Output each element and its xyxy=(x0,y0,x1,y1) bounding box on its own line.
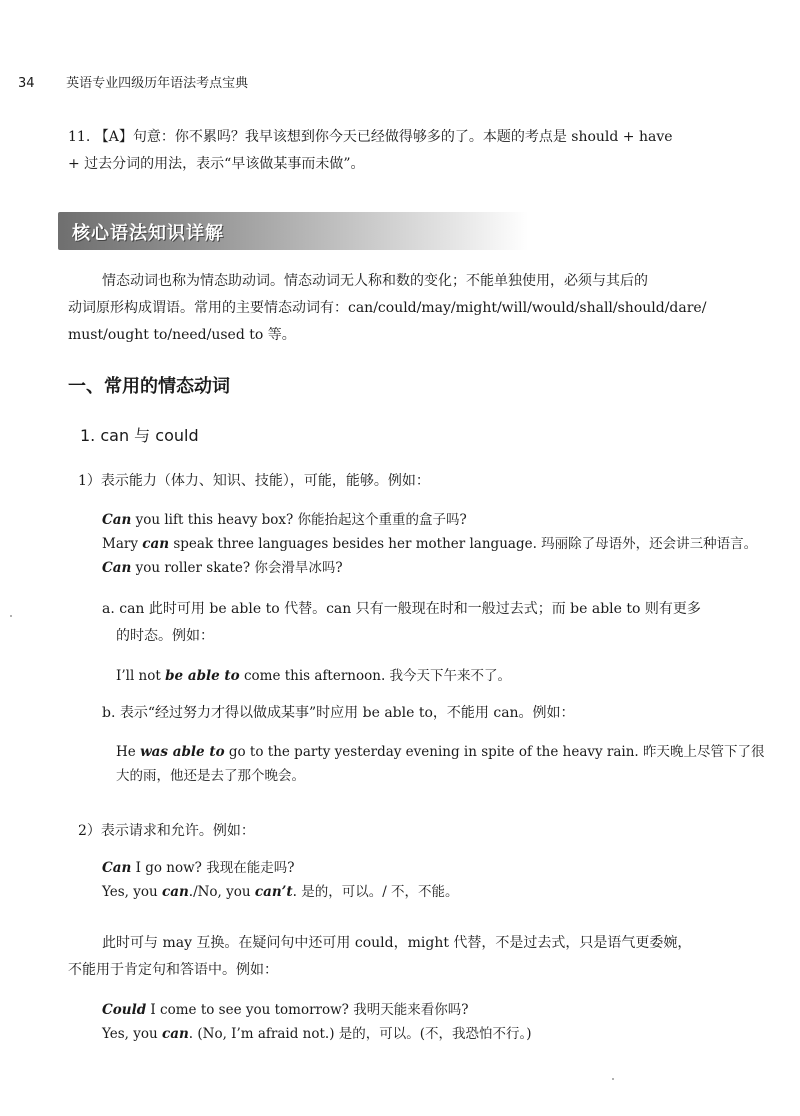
example-text: Mary xyxy=(102,536,143,552)
section-heading: 一、常用的情态动词 xyxy=(68,376,230,397)
example-line xyxy=(102,532,757,556)
answer-line-1: 11. 【A】句意：你不累吗？我早该想到你今天已经做得够多的了。本题的考点是 should + have xyxy=(68,129,673,145)
keyword: was able to xyxy=(140,744,225,760)
example-line xyxy=(102,508,757,532)
note-line-2: 不能用于肯定句和答语中。例如： xyxy=(68,962,278,978)
point-2-note xyxy=(68,930,768,984)
keyword: Can xyxy=(102,560,132,576)
point-1a-example xyxy=(116,664,511,688)
example-text: I’ll not xyxy=(116,668,166,684)
point-1a xyxy=(102,596,701,650)
answer-explanation xyxy=(68,124,673,178)
note-line-1: 此时可与 may 互换。在疑问句中还可用 could，might 代替，不是过去式，只是语气更委婉， xyxy=(102,935,692,951)
point-2-more-examples xyxy=(102,998,532,1046)
keyword: can’t xyxy=(254,884,293,900)
example-text: you lift this heavy box? 你能抬起这个重重的盒子吗? xyxy=(131,512,467,528)
book-title: 英语专业四级历年语法考点宝典 xyxy=(66,76,249,91)
example-text: go to the party yesterday evening in spite of the heavy rain. 昨天晚上尽管下了很 xyxy=(224,744,765,760)
page-number: 34 xyxy=(18,76,35,91)
example-text: you roller skate? 你会滑旱冰吗? xyxy=(131,560,343,576)
example-line xyxy=(102,556,757,580)
point-1b-example xyxy=(116,740,765,788)
point-1-heading: 1）表示能力（体力、知识、技能），可能，能够。例如： xyxy=(78,473,430,489)
example-text: . 是的，可以。/ 不，不能。 xyxy=(292,884,459,900)
keyword: be able to xyxy=(165,668,240,684)
point-1a-line-1: a. can 此时可用 be able to 代替。can 只有一般现在时和一般过去式；而 be able to 则有更多 xyxy=(102,601,701,617)
example-text: ./No, you xyxy=(188,884,255,900)
intro-line-3: must/ought to/need/used to 等。 xyxy=(68,327,296,343)
keyword: Could xyxy=(102,1002,147,1018)
example-line xyxy=(116,740,765,764)
point-2-heading: 2）表示请求和允许。例如： xyxy=(78,823,255,839)
example-text: . (No, I’m afraid not.) 是的，可以。(不，我恐怕不行。) xyxy=(188,1026,532,1042)
example-text: speak three languages besides her mother language. 玛丽除了母语外，还会讲三种语言。 xyxy=(169,536,758,552)
scan-speck xyxy=(612,1078,614,1080)
example-text: Yes, you xyxy=(102,884,162,900)
keyword: can xyxy=(161,1026,189,1042)
intro-line-1: 情态动词也称为情态助动词。情态动词无人称和数的变化；不能单独使用，必须与其后的 xyxy=(102,273,648,289)
example-text: come this afternoon. 我今天下午来不了。 xyxy=(239,668,512,684)
example-line: 大的雨，他还是去了那个晚会。 xyxy=(116,768,305,784)
example-text: I come to see you tomorrow? 我明天能来看你吗? xyxy=(146,1002,469,1018)
example-text: Yes, you xyxy=(102,1026,162,1042)
scan-speck xyxy=(10,615,12,617)
answer-line-2: + 过去分词的用法，表示“早该做某事而未做”。 xyxy=(68,156,365,172)
example-line xyxy=(102,1022,532,1046)
example-line xyxy=(102,856,459,880)
keyword: can xyxy=(161,884,189,900)
keyword: can xyxy=(142,536,170,552)
example-line xyxy=(102,880,459,904)
banner-title: 核心语法知识详解 xyxy=(72,223,224,244)
subsection-heading: 1. can 与 could xyxy=(80,426,199,445)
example-text: I go now? 我现在能走吗? xyxy=(131,860,295,876)
point-1b-line: b. 表示“经过努力才得以做成某事”时应用 be able to，不能用 can。例如： xyxy=(102,705,575,721)
point-1-examples xyxy=(102,508,757,580)
intro-paragraph xyxy=(68,268,768,349)
keyword: Can xyxy=(102,512,132,528)
example-line xyxy=(102,998,532,1022)
point-1a-line-2: 的时态。例如： xyxy=(116,628,214,644)
intro-line-2: 动词原形构成谓语。常用的主要情态动词有：can/could/may/might/will/would/shall/should/dare/ xyxy=(68,300,707,316)
keyword: Can xyxy=(102,860,132,876)
point-2-examples xyxy=(102,856,459,904)
page-header xyxy=(18,72,248,91)
example-text: He xyxy=(116,744,141,760)
